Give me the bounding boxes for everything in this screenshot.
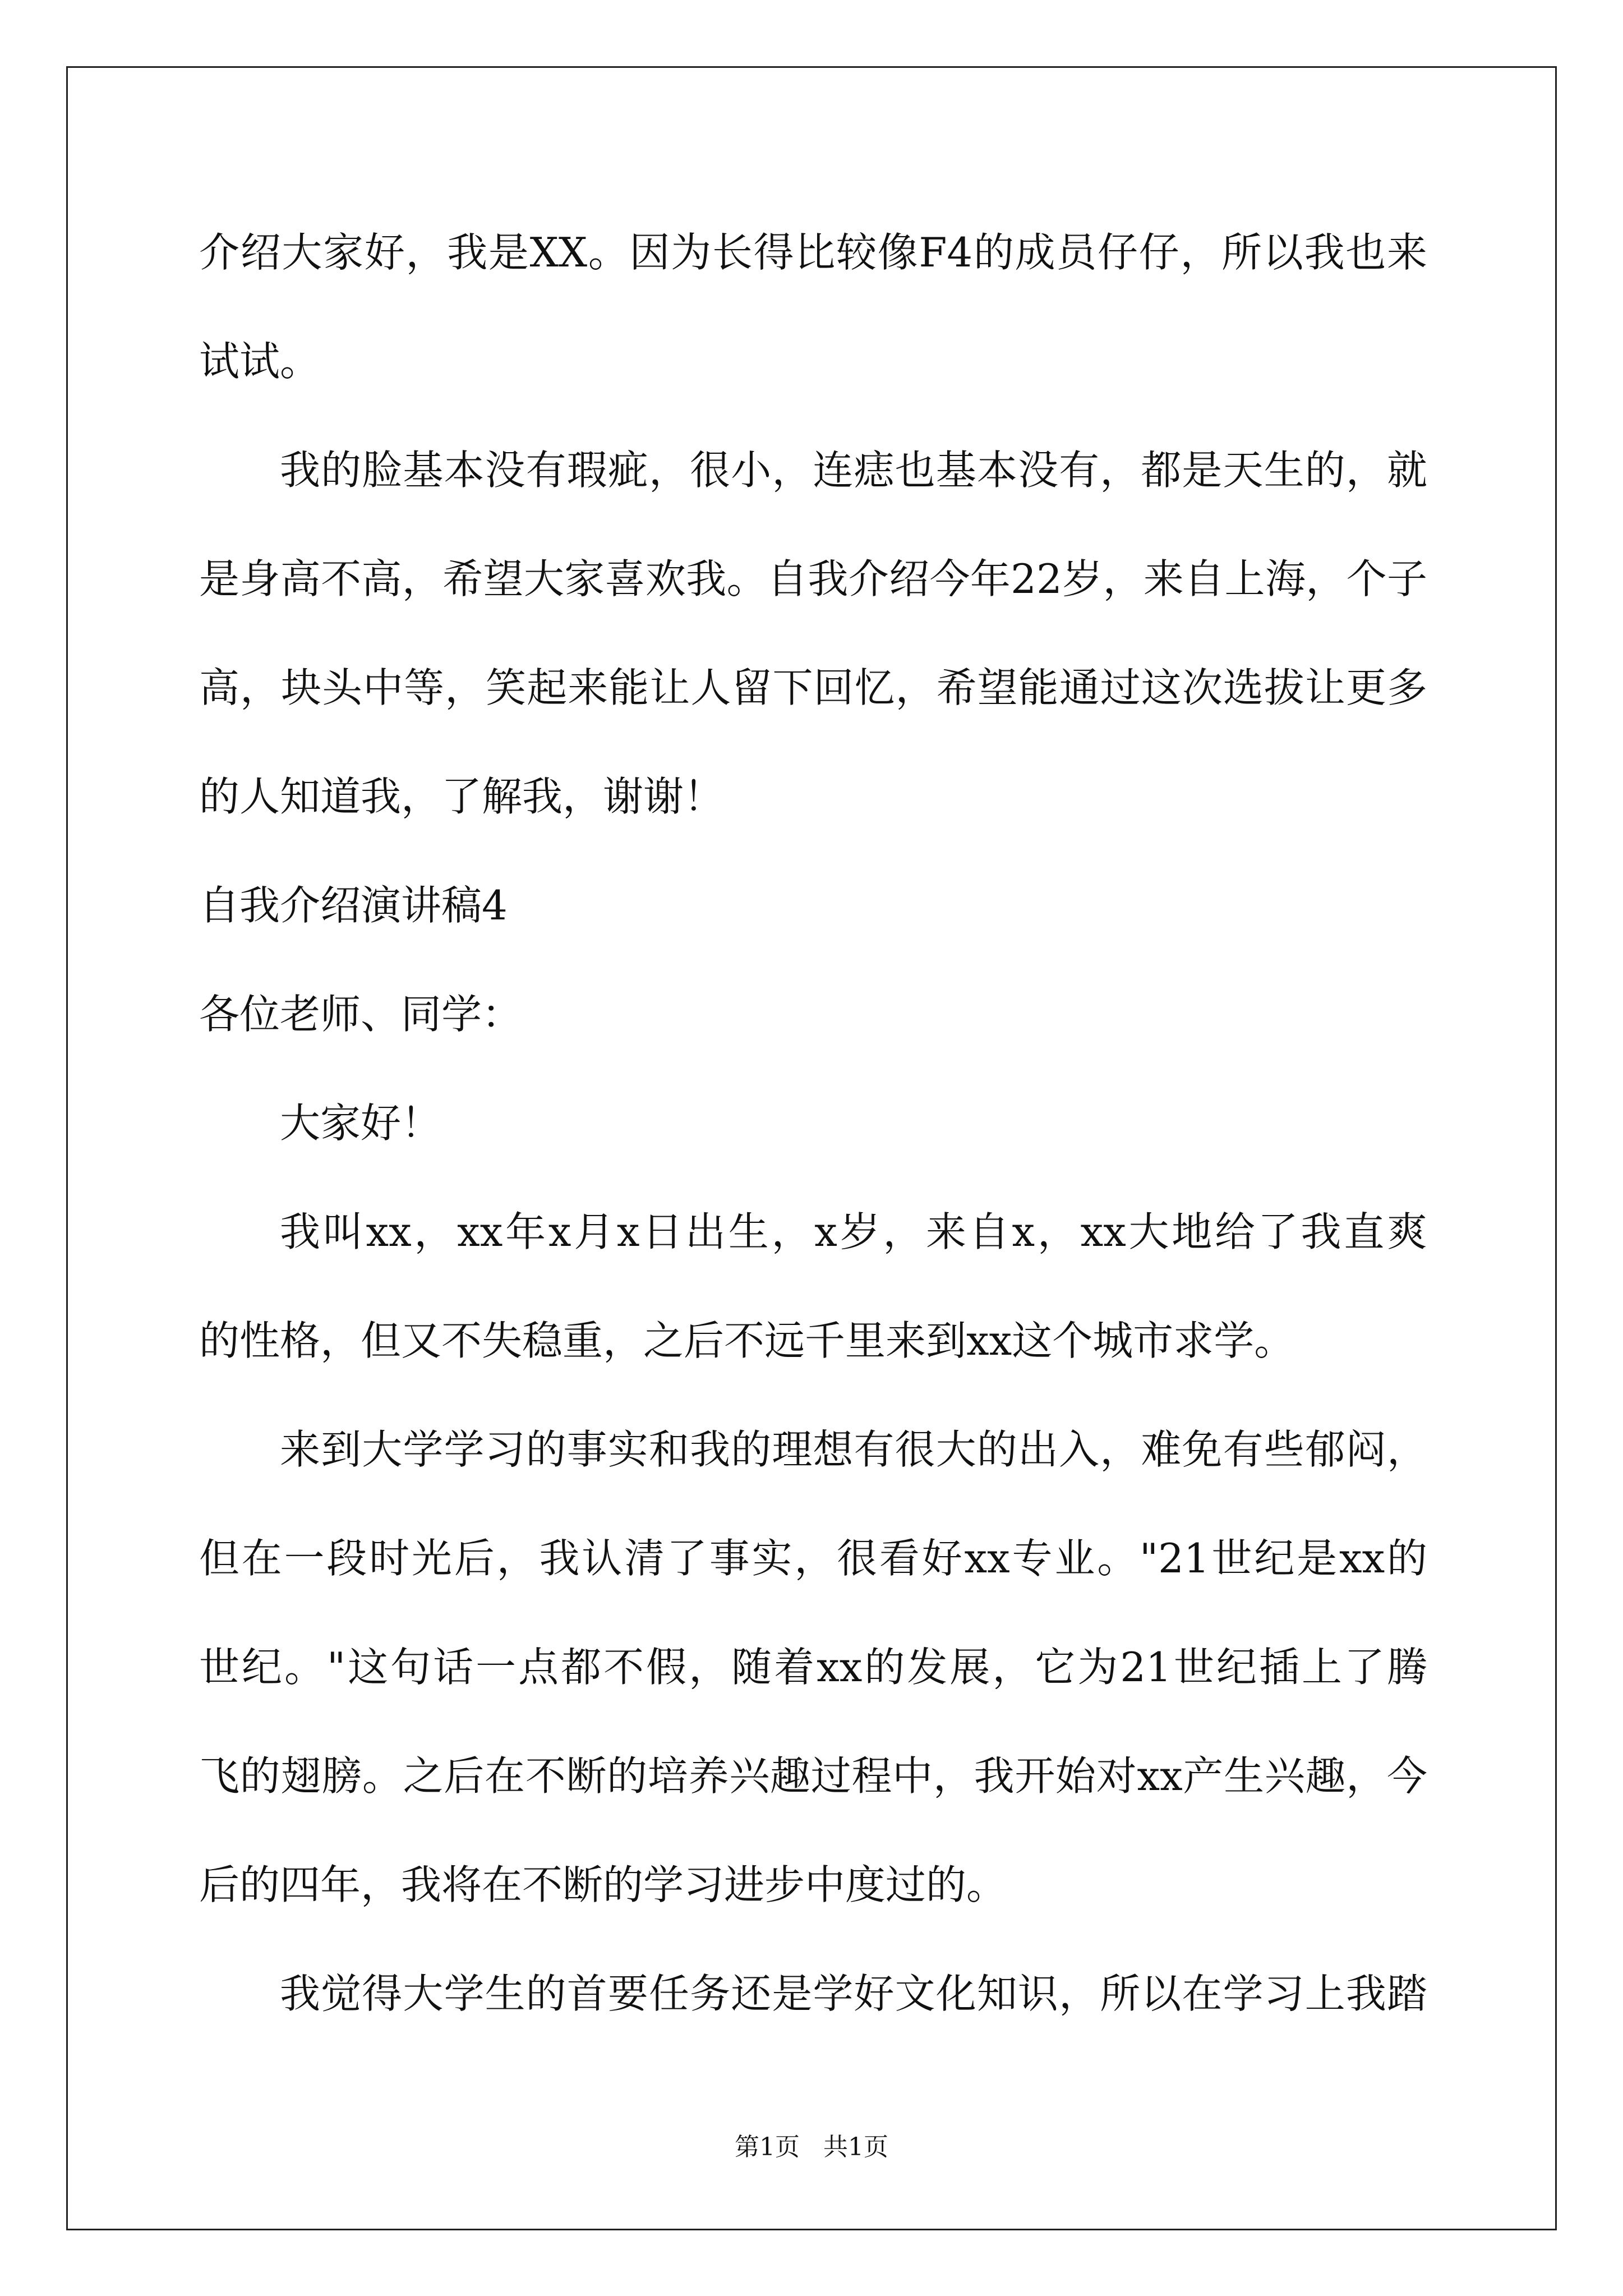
text-line: 世纪。"这句话一点都不假，随着xx的发展，它为21世纪插上了腾 xyxy=(199,1644,1427,1691)
greeting: 大家好！ xyxy=(280,1099,442,1147)
page-total: 共1页 xyxy=(823,2133,888,2161)
text-line: 我叫xx，xx年x月x日出生，x岁，来自x，xx大地给了我直爽 xyxy=(280,1208,1427,1255)
text-line: 的人知道我，了解我，谢谢！ xyxy=(199,773,725,820)
text-line: 高，块头中等，笑起来能让人留下回忆，希望能通过这次选拔让更多 xyxy=(199,664,1427,711)
text-line: 介绍大家好，我是XX。因为长得比较像F4的成员仔仔，所以我也来 xyxy=(199,229,1427,276)
section-heading: 自我介绍演讲稿4 xyxy=(199,882,508,929)
text-line: 我觉得大学生的首要任务还是学好文化知识，所以在学习上我踏 xyxy=(280,1970,1427,2017)
text-line: 是身高不高，希望大家喜欢我。自我介绍今年22岁，来自上海，个子 xyxy=(199,555,1427,602)
text-line: 我的脸基本没有瑕疵，很小，连痣也基本没有，都是天生的，就 xyxy=(280,447,1427,494)
document-body xyxy=(199,213,1427,2063)
page-number: 第1页 xyxy=(735,2133,800,2161)
text-line: 飞的翅膀。之后在不断的培养兴趣过程中，我开始对xx产生兴趣，今 xyxy=(199,1752,1427,1800)
text-line: 但在一段时光后，我认清了事实，很看好xx专业。"21世纪是xx的 xyxy=(199,1535,1427,1582)
text-line: 后的四年，我将在不断的学习进步中度过的。 xyxy=(199,1861,1007,1908)
text-line: 试试。 xyxy=(199,338,321,385)
salutation: 各位老师、同学： xyxy=(199,991,523,1038)
text-line: 的性格，但又不失稳重，之后不远千里来到xx这个城市求学。 xyxy=(199,1317,1295,1364)
text-line: 来到大学学习的事实和我的理想有很大的出入，难免有些郁闷， xyxy=(280,1426,1427,1473)
page-footer xyxy=(0,2131,1623,2164)
